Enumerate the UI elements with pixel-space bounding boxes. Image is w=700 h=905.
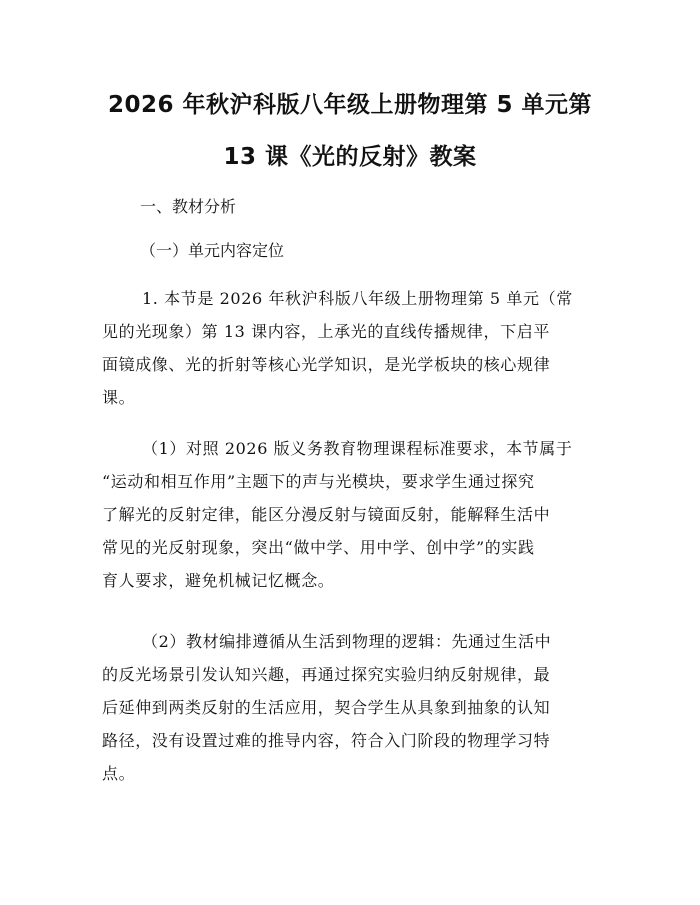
paragraph-3	[102, 625, 600, 790]
paragraph-line: 后延伸到两类反射的生活应用，契合学生从具象到抽象的认知	[102, 698, 551, 717]
paragraph-1	[102, 282, 600, 414]
paragraph-line: （1）对照 2026 版义务教育物理课程标准要求，本节属于	[142, 439, 573, 458]
paragraph-line: 了解光的反射定律，能区分漫反射与镜面反射，能解释生活中	[102, 505, 551, 524]
paragraph-line: 1. 本节是 2026 年秋沪科版八年级上册物理第 5 单元（常	[142, 289, 573, 308]
paragraph-line: 育人要求，避免机械记忆概念。	[102, 571, 335, 590]
paragraph-2	[102, 432, 600, 597]
document-title-line-2: 13 课《光的反射》教案	[223, 144, 477, 170]
paragraph-line: （2）教材编排遵循从生活到物理的逻辑：先通过生活中	[142, 632, 552, 651]
paragraph-line: 常见的光反射现象，突出“做中学、用中学、创中学”的实践	[102, 538, 535, 557]
paragraph-line: 的反光场景引发认知兴趣，再通过探究实验归纳反射规律，最	[102, 665, 551, 684]
paragraph-line: 见的光现象）第 13 课内容，上承光的直线传播规律，下启平	[102, 322, 550, 341]
section-heading: 一、教材分析	[140, 197, 237, 216]
paragraph-line: 课。	[102, 388, 136, 407]
paragraph-line: 面镜成像、光的折射等核心光学知识，是光学板块的核心规律	[102, 355, 551, 374]
paragraph-line: “运动和相互作用”主题下的声与光模块，要求学生通过探究	[102, 472, 535, 491]
document-title-line-1: 2026 年秋沪科版八年级上册物理第 5 单元第	[107, 92, 593, 118]
paragraph-line: 路径，没有设置过难的推导内容，符合入门阶段的物理学习特	[102, 731, 551, 750]
paragraph-line: 点。	[102, 764, 136, 783]
subsection-heading: （一）单元内容定位	[140, 241, 285, 260]
